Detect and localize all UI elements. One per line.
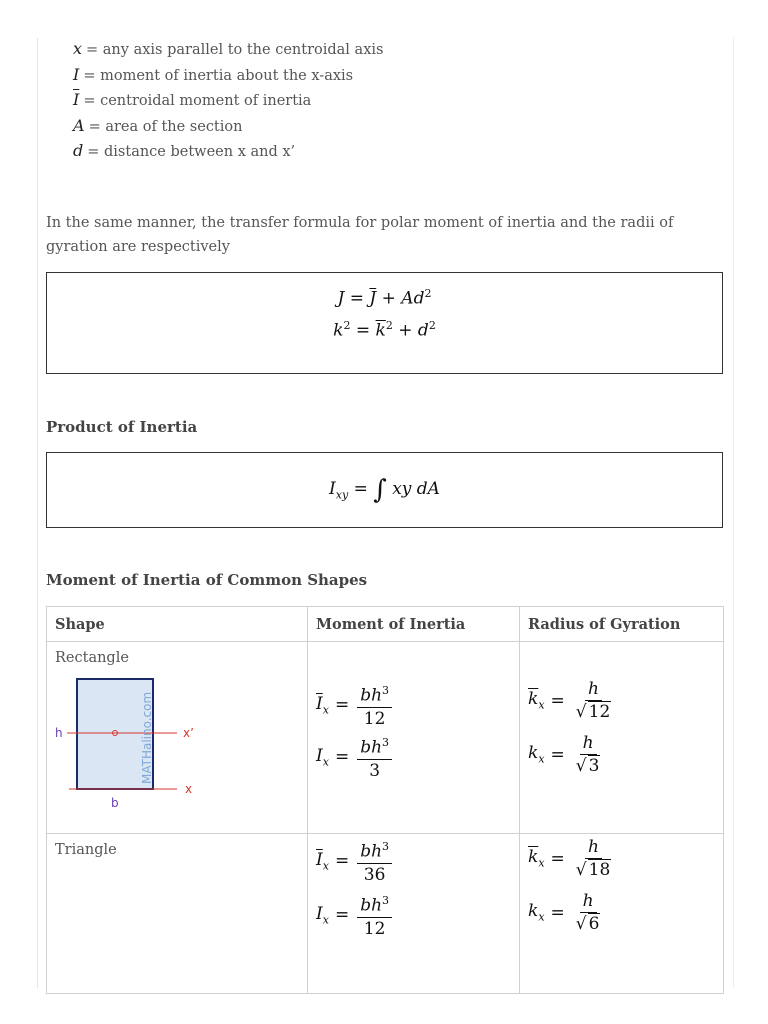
watermark-text: MATHalino.com (140, 691, 154, 784)
eq-integrand: xy dA (392, 479, 440, 499)
eq-subscript: x (538, 856, 545, 870)
column-header-moment: Moment of Inertia (308, 607, 520, 642)
moment-cell (308, 834, 520, 994)
centroidal-radius-formula: $\overline{k}_x$ = $\frac{h}{√ 18}$ (528, 837, 611, 880)
eq-symbol: I (316, 745, 323, 766)
product-of-inertia-box (46, 452, 723, 528)
polar-transfer-equation: $J = \overline{J} + Ad^2$ (337, 287, 432, 309)
eq-exponent: 2 (343, 319, 351, 332)
rectangle-diagram (47, 672, 207, 812)
eq-subscript: xy (335, 488, 349, 502)
fraction-denominator: 12 (363, 918, 386, 939)
definition-text: = area of the section (88, 118, 243, 135)
eq-symbol: $\overline{k}$ (528, 847, 539, 868)
fraction-denominator: 3 (588, 756, 600, 776)
eq-operator: + (381, 288, 396, 309)
eq-subscript: x (538, 910, 545, 924)
shape-cell (47, 642, 308, 834)
definition-symbol: d (73, 141, 84, 160)
fraction-denominator: 12 (363, 708, 386, 729)
eq-symbol: $\overline{I}$ (316, 849, 323, 870)
eq-subscript: x (322, 703, 329, 717)
column-header-shape: Shape (47, 607, 308, 642)
eq-symbol: k (333, 320, 344, 341)
content-right-rule (733, 38, 734, 988)
radius-transfer-equation: $k^2 = \overline{k}^2 + d^2$ (333, 319, 436, 341)
definition-symbol: x (73, 39, 83, 58)
centroidal-moment-formula: $\overline{I}_x$ = $\frac{bh^3}{12}$ (316, 680, 394, 730)
eq-subscript: x (538, 698, 545, 712)
transfer-formula-box (46, 272, 723, 374)
eq-symbol: $\overline{J}$ (369, 288, 377, 309)
centroidal-radius-formula: $\overline{k}_x$ = $\frac{h}{√ 12}$ (528, 679, 611, 722)
definition-symbol: I (73, 64, 80, 84)
fraction-denominator: 3 (369, 760, 381, 781)
definition-text: = any axis parallel to the centroidal axis (86, 42, 384, 58)
definition-text: = moment of inertia about the x-axis (83, 67, 354, 84)
eq-exponent: 3 (382, 684, 390, 697)
fraction-numerator: bh (360, 895, 383, 916)
transfer-paragraph: In the same manner, the transfer formula for polar moment of inertia and the radii of gyration are respectively (46, 215, 674, 255)
eq-symbol: I (329, 479, 336, 499)
moment-formula: $I_x$ = $\frac{bh^3}{12}$ (316, 890, 394, 940)
height-label: h (55, 726, 63, 740)
radius-cell (520, 642, 724, 834)
definition-item (73, 139, 383, 165)
common-shapes-heading: Moment of Inertia of Common Shapes (46, 571, 368, 589)
table-row (47, 642, 724, 834)
fraction-numerator: h (585, 678, 602, 701)
definition-item (73, 114, 383, 140)
product-of-inertia-heading: Product of Inertia (46, 418, 198, 436)
eq-symbol: Ad (401, 288, 425, 309)
eq-exponent: 2 (385, 319, 393, 332)
fraction-numerator: h (580, 732, 597, 755)
eq-symbol: $\overline{k}$ (375, 320, 386, 341)
definition-item (73, 63, 383, 89)
fraction-numerator: h (580, 890, 597, 913)
table-header-row (47, 607, 724, 642)
column-header-radius: Radius of Gyration (520, 607, 724, 642)
radius-cell (520, 834, 724, 994)
eq-symbol: d (417, 320, 429, 341)
fraction-denominator: 18 (588, 860, 611, 880)
radius-formula: $k_x$ = $\frac{h}{√ 3}$ (528, 733, 600, 776)
eq-exponent: 3 (382, 840, 390, 853)
eq-exponent: 3 (382, 736, 390, 749)
definition-list (73, 37, 383, 165)
definition-text: = distance between x and x’ (87, 144, 296, 160)
eq-subscript: x (322, 755, 329, 769)
definition-text: = centroidal moment of inertia (83, 93, 312, 109)
radius-formula: $k_x$ = $\frac{h}{√ 6}$ (528, 891, 600, 934)
definition-symbol: A (73, 115, 85, 135)
fraction-denominator: 36 (363, 864, 386, 885)
fraction-numerator: bh (360, 841, 383, 862)
eq-exponent: 3 (382, 894, 390, 907)
fraction-numerator: bh (360, 685, 383, 706)
eq-symbol: k (528, 901, 539, 922)
shapes-table (46, 606, 724, 994)
definition-symbol: $\overline{I}$ (73, 90, 80, 109)
content-left-rule (37, 38, 38, 988)
eq-operator: + (398, 320, 413, 341)
eq-symbol: $\overline{I}$ (316, 693, 323, 714)
x-label: x (185, 782, 193, 796)
fraction-denominator: 12 (588, 702, 611, 722)
table-row (47, 834, 724, 994)
x-prime-label: x’ (183, 726, 194, 740)
base-label: b (111, 796, 119, 810)
eq-exponent: 2 (428, 319, 436, 332)
eq-subscript: x (538, 752, 545, 766)
moment-formula: $I_x$ = $\frac{bh^3}{3}$ (316, 732, 394, 782)
centroidal-moment-formula: $\overline{I}_x$ = $\frac{bh^3}{36}$ (316, 836, 394, 886)
shape-name: Rectangle (55, 650, 129, 666)
shape-cell (47, 834, 308, 994)
eq-exponent: 2 (424, 287, 432, 300)
integral-symbol: ∫ (373, 475, 387, 505)
eq-symbol: I (316, 903, 323, 924)
eq-subscript: x (322, 859, 329, 873)
moment-cell (308, 642, 520, 834)
fraction-denominator: 6 (588, 914, 600, 934)
definition-item (73, 88, 383, 114)
shape-name: Triangle (55, 842, 117, 858)
definition-item (73, 37, 383, 63)
product-of-inertia-equation: $I_{xy}$ = ∫ xy dA (329, 475, 440, 505)
fraction-numerator: bh (360, 737, 383, 758)
eq-symbol: k (528, 743, 539, 764)
fraction-numerator: h (585, 836, 602, 859)
eq-symbol: $\overline{k}$ (528, 689, 539, 710)
eq-symbol: J (337, 288, 345, 309)
eq-subscript: x (322, 913, 329, 927)
